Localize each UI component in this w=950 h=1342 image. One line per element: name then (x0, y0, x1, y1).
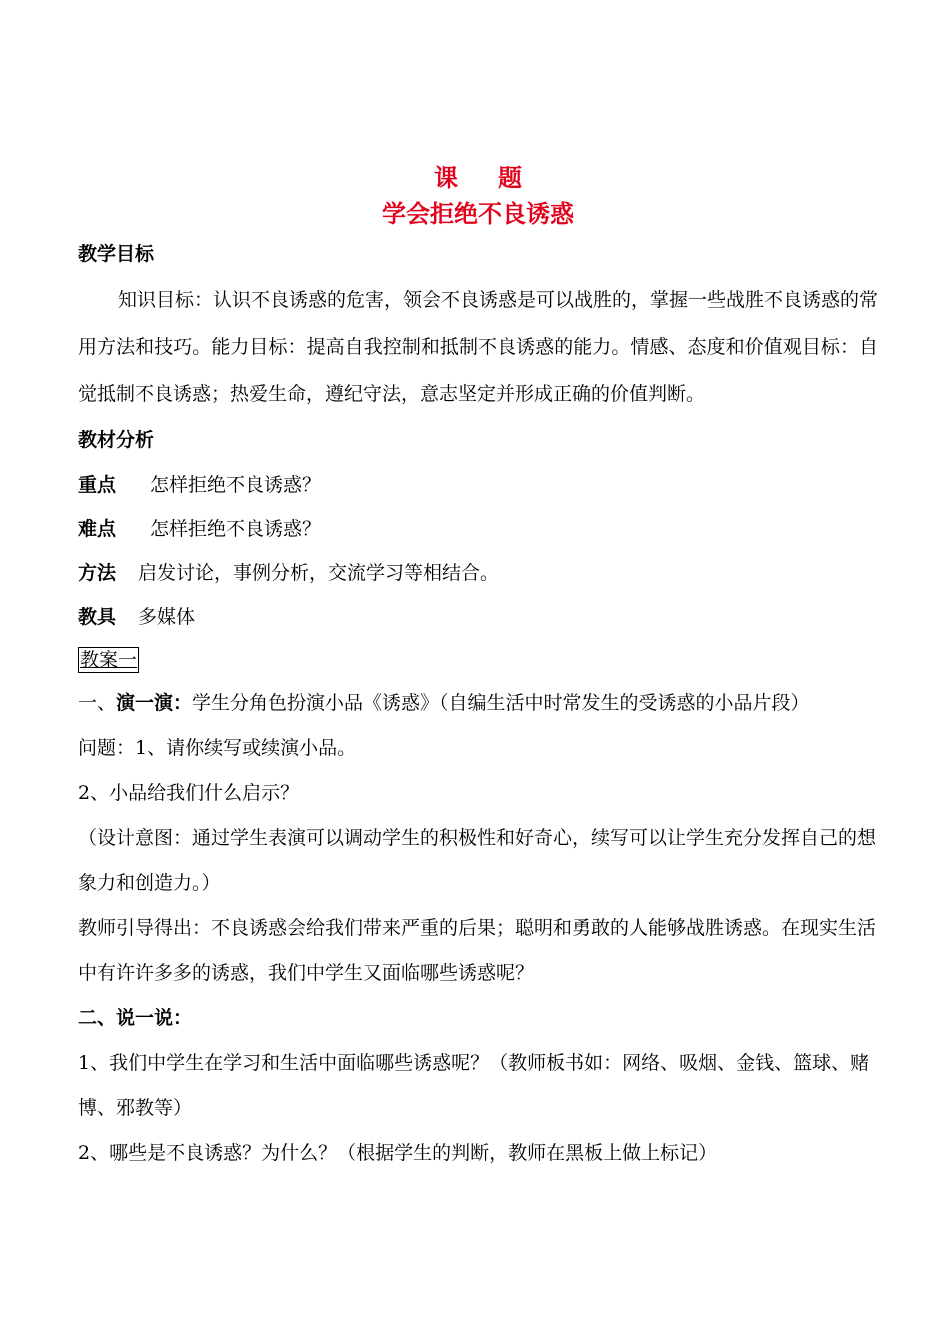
section1-design: （设计意图：通过学生表演可以调动学生的积极性和好奇心，续写可以让学生充分发挥自己的想象力和创造力。） (78, 827, 877, 894)
lesson-label: 课题 (434, 164, 562, 192)
objectives-text: 知识目标：认识不良诱惑的危害，领会不良诱惑是可以战胜的，掌握一些战胜不良诱惑的常用方法和技巧。能力目标：提高自我控制和抵制不良诱惑的能力。情感、态度和价值观目标：自觉抵制不良诱惑；热爱生命，遵纪守法，意志坚定并形成正确的价值判断。 (78, 289, 879, 405)
method-label: 方法 (78, 562, 117, 584)
objectives-heading: 教学目标 (78, 243, 155, 265)
section1-question1: 问题：1、请你续写或续演小品。 (78, 737, 357, 759)
key-point-label: 重点 (78, 474, 117, 496)
tools-value: 多媒体 (138, 606, 196, 628)
section1-bold: 演一演： (116, 692, 193, 714)
section1-question2: 2、小品给我们什么启示？ (78, 782, 300, 804)
difficulty-value: 怎样拒绝不良诱惑？ (150, 518, 322, 540)
section1-prefix: 一、 (78, 692, 117, 714)
tools-label: 教具 (78, 606, 117, 628)
plan-label: 教案一 (80, 649, 138, 671)
document-page (78, 160, 878, 1176)
difficulty-point (78, 507, 878, 551)
section1-text: 学生分角色扮演小品《诱惑》（自编生活中时常发生的受诱惑的小品片段） (192, 692, 810, 714)
key-point (78, 463, 878, 507)
plan-label-wrap (78, 639, 878, 681)
section2-heading: 二、说一说： (78, 1007, 193, 1029)
section1-intro (78, 681, 878, 726)
method (78, 551, 878, 595)
section2-item1: 1、我们中学生在学习和生活中面临哪些诱惑呢？（教师板书如：网络、吸烟、金钱、篮球、赌博、邪教等） (78, 1052, 870, 1119)
teaching-tools (78, 595, 878, 639)
difficulty-label: 难点 (78, 518, 117, 540)
key-point-value: 怎样拒绝不良诱惑？ (150, 474, 322, 496)
method-value: 启发讨论，事例分析，交流学习等相结合。 (138, 562, 500, 584)
analysis-heading: 教材分析 (78, 429, 155, 451)
section1-guide: 教师引导得出：不良诱惑会给我们带来严重的后果；聪明和勇敢的人能够战胜诱惑。在现实生活中有许许多多的诱惑，我们中学生又面临哪些诱惑呢？ (78, 917, 877, 984)
lesson-title: 学会拒绝不良诱惑 (382, 200, 574, 228)
section2-item2: 2、哪些是不良诱惑？为什么？（根据学生的判断，教师在黑板上做上标记） (78, 1142, 718, 1164)
